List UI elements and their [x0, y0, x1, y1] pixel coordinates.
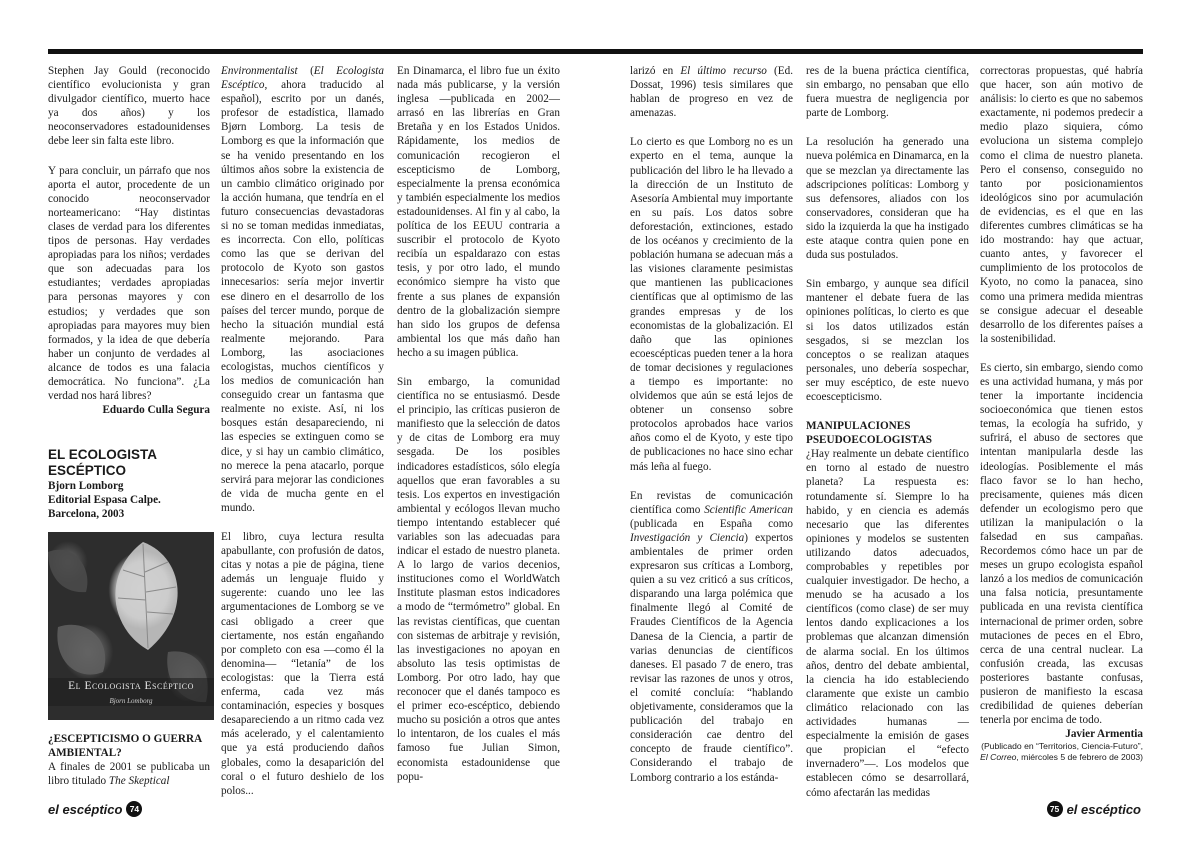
column-6: [980, 64, 1143, 763]
paragraph: En revistas de comunicación científica como Scientific American (publicada en España como Investigación y Ciencia) expertos ambientales de primer orden expresaron sus críticas a Lomborg, quien a su vez criticó a sus críticos, disparando una larga polémica que finalmente llegó al Comité de Fraudes Científicos de la Agencia Danesa de la Ciencia, a partir de varias denuncias de científicos daneses. El pasado 7 de enero, tras revisar las razones de unos y otros, el comité concluía: “hablando objetivamente, consideramos que la publicación del trabajo en consideración cae dentro del concepto de fraude científico”. Considerando el trabajo de Lomborg contrario a los estánda-: [630, 489, 793, 784]
paragraph: Stephen Jay Gould (reconocido científico evolucionista y gran divulgador científico, muerto hace ya dos años) y los neoconservadores estadounidenses debe leer sin falta este libro.: [48, 65, 210, 148]
column-1: [48, 64, 210, 788]
review-signature: Eduardo Culla Segura: [102, 404, 210, 417]
paragraph: A finales de 2001 se publicaba un libro titulado The Skeptical: [48, 760, 210, 787]
column-2: [221, 64, 384, 813]
footer-left: [48, 801, 142, 817]
book-cover-image: [48, 532, 214, 720]
paragraph: Lo cierto es que Lomborg no es un experto en el tema, aunque la publicación del libro le ha llevado a la dirección de un Instituto de Asesoría Ambiental muy importante en su país. Los datos sobre deforestación, extinciones, estado de los océanos y crecimiento de la población humana se adecuan más a las visiones claramente pesimistas que mantienen las publicaciones científicas que al optimismo de las grandes empresas y de los economistas de la globalización. El daño que las opiniones ecoescépticas pueden tener a la hora de tomar decisiones y regulaciones a tiempo es importante: no olvidemos que aún se está lejos de obtener un consenso sobre protocolos aprobados hace varios años como el de Kyoto, y este tipo de publicaciones no hace sino echar más leña al fuego.: [630, 136, 793, 473]
paragraph: ¿Hay realmente un debate científico en torno al estado de nuestro planeta? La respuesta es: rotundamente sí. Siempre lo ha habido, y en ciencia es además necesario que las diferentes opiniones y modelos se sustenten utilizando datos adecuados, comprobables y repetibles por cualquier investigador. De hecho, a menudo se ha acusado a los científicos (como clase) de ser muy lentos dando explicaciones a los problemas que alcanzan dimensión de alarma social. En los últimos años, dentro del debate ambiental, la ciencia ha ido estableciendo claramente que existe un cambio climático relacionado con las actividades humanas —especialmente la emisión de gases que propician el “efecto invernadero”—. Los modelos que establecen cómo se desarrollará, cómo afectarán las medidas: [806, 448, 969, 799]
cover-title: El Ecologista Escéptico: [68, 679, 194, 692]
section-subheading: ¿ESCEPTICISMO O GUERRA AMBIENTAL?: [48, 732, 203, 759]
publication-note: (Publicado en “Territorios, Ciencia-Futuro”, El Correo, miércoles 5 de febrero de 2003): [980, 741, 1143, 763]
paragraph: correctoras propuestas, qué habría que hacer, son aún motivo de análisis: lo cierto es que no sabemos exactamente, ni podemos predecir a medio plazo siquiera, cómo evoluciona un sistema complejo como el clima de nuestro planeta. Pero el consenso, conseguido no tanto por posicionamientos ideológicos sino por acumulación de evidencias, es el que en las diferentes cumbres climáticas se ha ido mostrando: hay que actuar, cuanto antes, y favorecer el cumplimiento de los protocolos de Kyoto, no como la panacea, sino como una primera medida mientras se consigue adecuar el deseable desarrollo de los diferentes países a la sostenibilidad.: [980, 65, 1143, 345]
paragraph: Sin embargo, la comunidad científica no se entusiasmó. Desde el principio, las críticas pusieron de manifiesto que la selección de datos y de citas de Lomborg era muy sesgada. De los posibles indicadores estadísticos, sólo elegía aquellos que eran favorables a su tesis. Los expertos en investigación ambiental y ecólogos llevan mucho tiempo intentando establecer qué variables son las adecuadas para indicar el estado de nuestro planeta. A lo largo de varios decenios, instituciones como el WorldWatch Institute plasman estos indicadores a modo de “termómetro” global. En las revistas científicas, que cuentan con sistemas de arbitraje y revisión, las investigaciones no apoyan en absoluto las tesis optimistas de Lomborg. Por otro lado, hay que reconocer que el danés tampoco es el primer eco-escéptico, debiendo mucho su posición a otros que antes lo intentaron, de los cuales el más famoso fue Julian Simon, economista estadounidense que popu-: [397, 375, 560, 783]
paragraph: Es cierto, sin embargo, siendo como es una actividad humana, y más por tener la importante incidencia socioeconómica que tienen estos temas, la ecología ha sufrido, y sufrirá, el abuso de sectores que intentan manipularla desde las ideologías. Posiblemente el más flaco favor se lo han hecho, precisamente, quienes más dicen defender un ecologismo pero que utilizan la manipulación o la falsedad en sus campañas. Recordemos cómo hace un par de meses un grupo ecologista español lanzó a los medios de comunicación una falsa noticia, presuntamente publicada en una revista científica internacional de primer orden, sobre mutaciones de peces en el Ebro, cerca de una central nuclear. La confusión creada, las excusas posteriores bastante confusas, pusieron de manifiesto la escasa credibilidad de quienes deberían tenerla por encima de todo.: [980, 361, 1143, 727]
page-number: 74: [126, 801, 142, 817]
top-rule-left: [48, 49, 584, 54]
cover-author: Bjorn Lomborg: [109, 696, 153, 705]
paragraph: Sin embargo, y aunque sea difícil mantener el debate fuera de las opiniones políticas, lo cierto es que si los datos utilizados están sesgados, si se mezclan los conceptos o se realizan ataques personales, uno debería sospechar, ser muy escéptico, de este nuevo ecoescepticismo.: [806, 278, 969, 403]
paragraph: res de la buena práctica científica, sin embargo, no pensaban que ello fuera muestra de negligencia por parte de Lomborg.: [806, 65, 969, 120]
book-place-year: Barcelona, 2003: [48, 508, 125, 521]
book-details: [48, 479, 210, 521]
column-5: [806, 64, 969, 800]
paragraph: La resolución ha generado una nueva polémica en Dinamarca, en la que se mezclan ya directamente las adscripciones políticas: Lomborg y sus defensores, aliados con los conservadores, consideran que ha sido la izquierda la que ha instigado este ataque contra quien pone en duda sus postulados.: [806, 136, 969, 262]
article-signature: Javier Armentia: [1065, 728, 1143, 741]
book-publisher: Editorial Espasa Calpe.: [48, 494, 161, 507]
magazine-name: el escéptico: [1066, 801, 1141, 817]
footer-right: [1047, 801, 1141, 817]
paragraph: larizó en El último recurso (Ed. Dossat, 1996) tesis similares que hablan de progreso en vez de amenazas.: [630, 65, 793, 120]
column-3: [397, 64, 560, 799]
column-4: [630, 64, 793, 800]
book-title: EL ECOLOGISTA ESCÉPTICO: [48, 447, 158, 479]
paragraph: El libro, cuya lectura resulta apabullante, con profusión de datos, citas y notas a pie de página, tiene además un lenguaje fluido y sugerente: cuando uno lee las argumentaciones de Lomborg se ve casi obligado a creer que ciertamente, nos están engañando por completo con esa —como él la denomina— “letanía” de los ecologistas: que la Tierra está enferma, cada vez más contaminación, especies y bosques desapareciendo a un ritmo cada vez más acelerado, y el calentamiento que ya está produciendo daños globales, como la desaparición del coral o el futuro deshielo de los polos...: [221, 531, 384, 797]
paragraph: En Dinamarca, el libro fue un éxito nada más publicarse, y la versión inglesa —publicada en 2002— arrasó en las librerías en Gran Bretaña y en los Estados Unidos. Rápidamente, los medios de comunicación recogieron el escepticismo de Lomborg, especialmente la prensa económica y también especialmente los medios estadounidenses. Al fin y al cabo, la política de los EEUU contraria a suscribir el protocolo de Kyoto recibía un espaldarazo con estas tesis, y por otro lado, el mundo económico siempre ha visto que frente a sus planes de expansión dentro de la globalización siempre han sido los grupos de defensa ambiental los que más daño han hecho a su imagen pública.: [397, 65, 560, 359]
magazine-name: el escéptico: [48, 801, 123, 817]
page-number: 75: [1047, 801, 1063, 817]
paragraph: Y para concluir, un párrafo que nos aporta el autor, procedente de un conocido neoconservador norteamericano: “Hay distintas clases de verdad para los diferentes tipos de personas. Hay verdades apropiadas para los niños; verdades que son adecuadas para los estudiantes; verdades apropiadas para personas mayores y con estudios; y verdades que son apropiadas para mayores muy bien formados, y la idea de que debería haber un conjunto de verdades al alcance de todos es una falacia democrática. No funciona”. ¿La verdad nos hará libres?: [48, 164, 210, 403]
top-rule-right: [584, 49, 1143, 54]
book-author: Bjorn Lomborg: [48, 480, 124, 493]
section-heading: MANIPULACIONES PSEUDOECOLOGISTAS: [806, 420, 932, 447]
paragraph: Environmentalist (El Ecologista Escéptico, ahora traducido al español), escrito por un danés, profesor de estadística, llamado Bjørn Lomborg. La tesis de Lomborg es que la información que se ha venido presentando en los últimos años sobre la existencia de un cambio climático originado por la acción humana, que tendría en el futuro consecuencias devastadoras si no se toman medidas inmediatas, es incorrecta. Con ello, políticas como las que se derivan del protocolo de Kyoto son gastos innecesarios: sería mejor invertir ese dinero en el desarrollo de los países del tercer mundo, porque de hecho la situación mundial está realmente mejorando. Para Lomborg, las asociaciones ecologistas, muchos científicos y los medios de comunicación han conseguido crear un fantasma que realmente no existe. Así, ni los bosques están desapareciendo, ni las especies se extinguen como se dice, y si hay un cambio climático, no merece la pena atacarlo, porque servirá para mejorar las condiciones de vida de mucha gente en el mundo.: [221, 65, 384, 514]
